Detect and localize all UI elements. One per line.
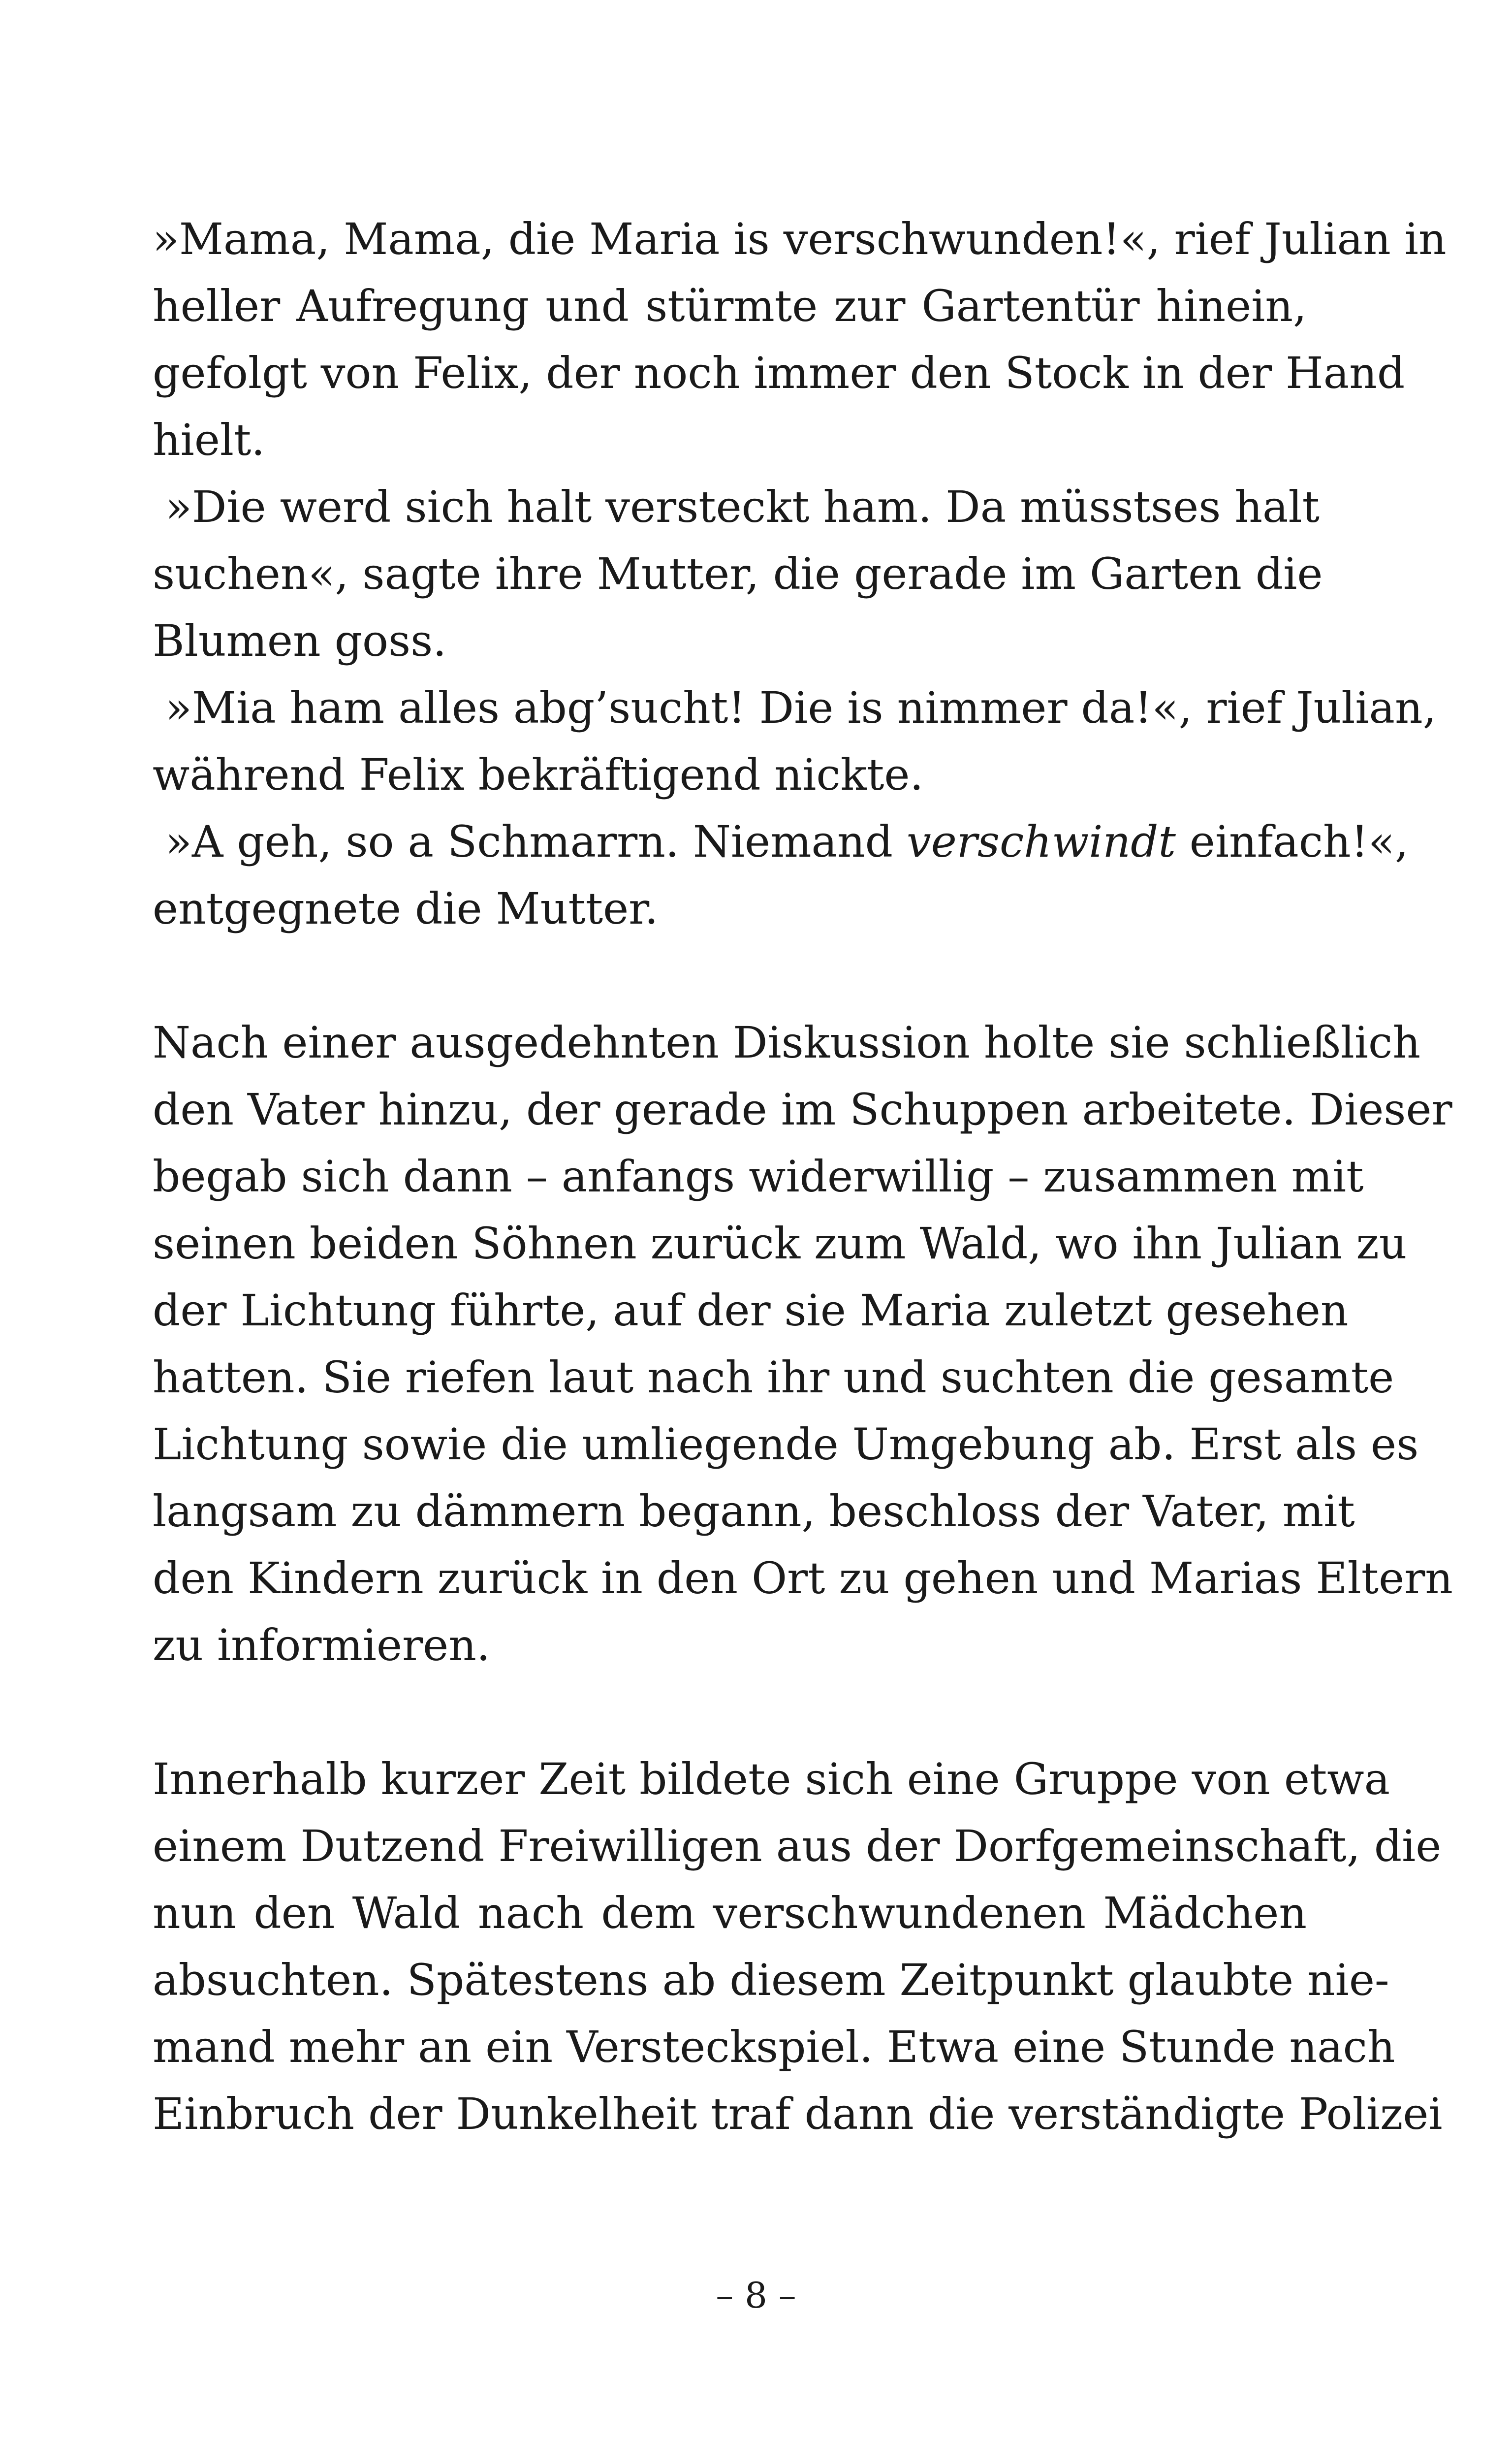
text-line: den Vater hinzu, der gerade im Schuppen arbeitete. Dieser bbox=[153, 1084, 1452, 1135]
text-line: hatten. Sie riefen laut nach ihr und suchten die gesamte bbox=[153, 1352, 1394, 1403]
text-line: absuchten. Spätestens ab diesem Zeitpunkt glaubte nie- bbox=[153, 1955, 1389, 2005]
paragraph-1 bbox=[153, 206, 1447, 474]
text-line: mand mehr an ein Versteckspiel. Etwa eine Stunde nach bbox=[153, 2022, 1395, 2072]
text-line: der Lichtung führte, auf der sie Maria zuletzt gesehen bbox=[153, 1285, 1349, 1336]
text-line: Blumen goss. bbox=[153, 615, 447, 666]
paragraph-5 bbox=[153, 1009, 1453, 1679]
emphasized-word: verschwindt bbox=[906, 816, 1176, 867]
text-line: nun den Wald nach dem verschwundenen Mädchen bbox=[153, 1888, 1307, 1938]
text-line: »Mama, Mama, die Maria is verschwunden!«, rief Julian in bbox=[153, 214, 1447, 264]
paragraph-6 bbox=[153, 1746, 1443, 2148]
text-line: den Kindern zurück in den Ort zu gehen und Marias Eltern bbox=[153, 1553, 1453, 1604]
text-line: Nach einer ausgedehnten Diskussion holte sie schließlich bbox=[153, 1017, 1421, 1068]
text-line: suchen«, sagte ihre Mutter, die gerade im Garten die bbox=[153, 548, 1323, 599]
text-line: begab sich dann – anfangs widerwillig – zusammen mit bbox=[153, 1151, 1364, 1202]
paragraph-spacer bbox=[153, 1679, 1307, 1746]
page-number: – 8 – bbox=[716, 2275, 796, 2316]
text-line: heller Aufregung und stürmte zur Gartentür hinein, bbox=[153, 281, 1307, 331]
paragraph-3 bbox=[153, 675, 1437, 808]
text-line: langsam zu dämmern begann, beschloss der Vater, mit bbox=[153, 1486, 1355, 1537]
text-line-with-emphasis bbox=[153, 808, 1409, 875]
text-line: zu informieren. bbox=[153, 1620, 490, 1671]
text-line: Innerhalb kurzer Zeit bildete sich eine Gruppe von etwa bbox=[153, 1754, 1390, 1804]
paragraph-spacer bbox=[153, 942, 1307, 1009]
text-line: seinen beiden Söhnen zurück zum Wald, wo ihn Julian zu bbox=[153, 1218, 1407, 1269]
text-segment: einfach!«, bbox=[1189, 816, 1409, 867]
text-segment: »A geh, so a Schmarrn. Niemand bbox=[165, 816, 893, 867]
text-line: gefolgt von Felix, der noch immer den Stock in der Hand bbox=[153, 348, 1405, 398]
text-line: Lichtung sowie die umliegende Umgebung ab. Erst als es bbox=[153, 1419, 1419, 1470]
paragraph-2 bbox=[153, 474, 1323, 675]
text-line: Einbruch der Dunkelheit traf dann die verständigte Polizei bbox=[153, 2089, 1443, 2139]
text-line: entgegnete die Mutter. bbox=[153, 883, 659, 934]
text-line: einem Dutzend Freiwilligen aus der Dorfgemeinschaft, die bbox=[153, 1821, 1442, 1871]
text-line: »Mia ham alles abg’sucht! Die is nimmer da!«, rief Julian, bbox=[165, 682, 1437, 733]
text-line: während Felix bekräftigend nickte. bbox=[153, 749, 924, 800]
text-line: »Die werd sich halt versteckt ham. Da müsstses halt bbox=[165, 482, 1320, 532]
text-line: hielt. bbox=[153, 415, 265, 465]
book-page-text bbox=[153, 206, 1453, 2148]
paragraph-4 bbox=[153, 808, 1409, 942]
